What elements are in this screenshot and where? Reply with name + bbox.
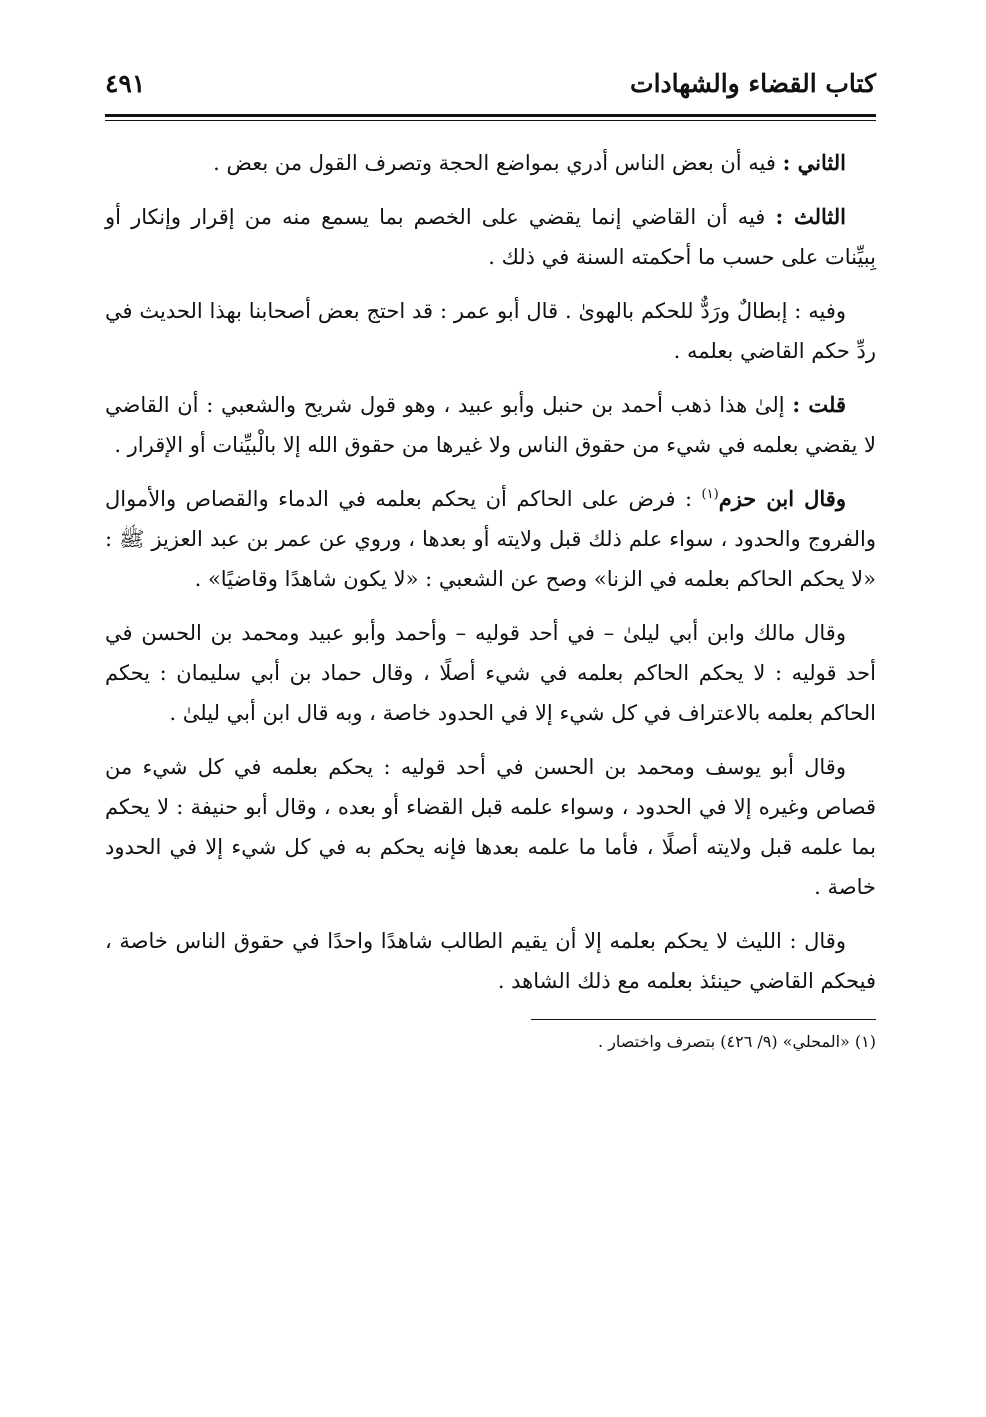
paragraph-text: إلىٰ هذا ذهب أحمد بن حنبل وأبو عبيد ، وهو قول شريح والشعبي : أن القاضي لا يقضي بعلمه في شيء من حقوق الناس ولا غيرها من حقوق الله إلا بالْبيِّنات أو الإقرار . [105, 393, 876, 457]
header-rule-thick [105, 114, 876, 117]
paragraph-text: وقال مالك وابن أبي ليلىٰ – في أحد قوليه – وأحمد وأبو عبيد ومحمد بن الحسن في أحد قوليه : لا يحكم الحاكم بعلمه في شيء أصلًا ، وقال حماد بن أبي سليمان : يحكم الحاكم بعلمه بالاعتراف في كل شيء إلا في الحدود خاصة ، وبه قال ابن أبي ليلىٰ . [105, 621, 876, 725]
page-number: ٤٩١ [105, 69, 146, 98]
paragraph-4 [105, 385, 876, 465]
paragraph-text: : فرض على الحاكم أن يحكم بعلمه في الدماء والقصاص والأموال والفروج والحدود ، سواء علم ذلك قبل ولايته أو بعدها ، وروي عن عمر بن عبد العزيز ﷺ : «لا يحكم الحاكم بعلمه في الزنا» وصح عن الشعبي : «لا يكون شاهدًا وقاضيًا» . [105, 487, 876, 591]
running-title: كتاب القضاء والشهادات [630, 69, 876, 98]
paragraph-lead: وقال ابن حزم [718, 486, 846, 511]
header-rule-thin [105, 120, 876, 121]
paragraph-text: فيه أن القاضي إنما يقضي على الخصم بما يسمع منه من إقرار وإنكار أو بِبيِّنات على حسب ما أحكمته السنة في ذلك . [105, 205, 876, 269]
page-header [105, 62, 876, 106]
paragraph-6 [105, 613, 876, 733]
paragraph-8 [105, 921, 876, 1001]
paragraph-lead: الثاني : [782, 150, 846, 175]
footnote-marker[interactable]: (١) [701, 487, 719, 502]
paragraph-text: فيه أن بعض الناس أدري بمواضع الحجة وتصرف القول من بعض . [213, 151, 783, 175]
paragraph-7 [105, 747, 876, 907]
paragraph-1 [105, 143, 876, 183]
body-text [105, 143, 876, 1001]
paragraph-2 [105, 197, 876, 277]
paragraph-text: وقال أبو يوسف ومحمد بن الحسن في أحد قوليه : يحكم بعلمه في كل شيء من قصاص وغيره إلا في الحدود ، وسواء علمه قبل القضاء أو بعده ، وقال أبو حنيفة : لا يحكم بما علمه قبل ولايته أصلًا ، فأما ما علمه بعدها فإنه يحكم به في كل شيء إلا في الحدود خاصة . [105, 755, 876, 899]
paragraph-lead: قلت : [792, 392, 846, 417]
book-page [105, 62, 876, 1056]
paragraph-text: وقال : الليث لا يحكم بعلمه إلا أن يقيم الطالب شاهدًا واحدًا في حقوق الناس خاصة ، فيحكم القاضي حينئذ بعلمه مع ذلك الشاهد . [105, 929, 876, 993]
footnote-rule [531, 1019, 876, 1020]
paragraph-3 [105, 291, 876, 371]
paragraph-lead: الثالث : [775, 204, 846, 229]
footnote: (١) «المحلي» (٩/ ٤٢٦) بتصرف واختصار . [598, 1032, 876, 1051]
paragraph-5 [105, 479, 876, 599]
paragraph-text: وفيه : إبطالٌ ورَدٌّ للحكم بالهوىٰ . قال أبو عمر : قد احتج بعض أصحابنا بهذا الحديث في ردِّ حكم القاضي بعلمه . [105, 299, 876, 363]
